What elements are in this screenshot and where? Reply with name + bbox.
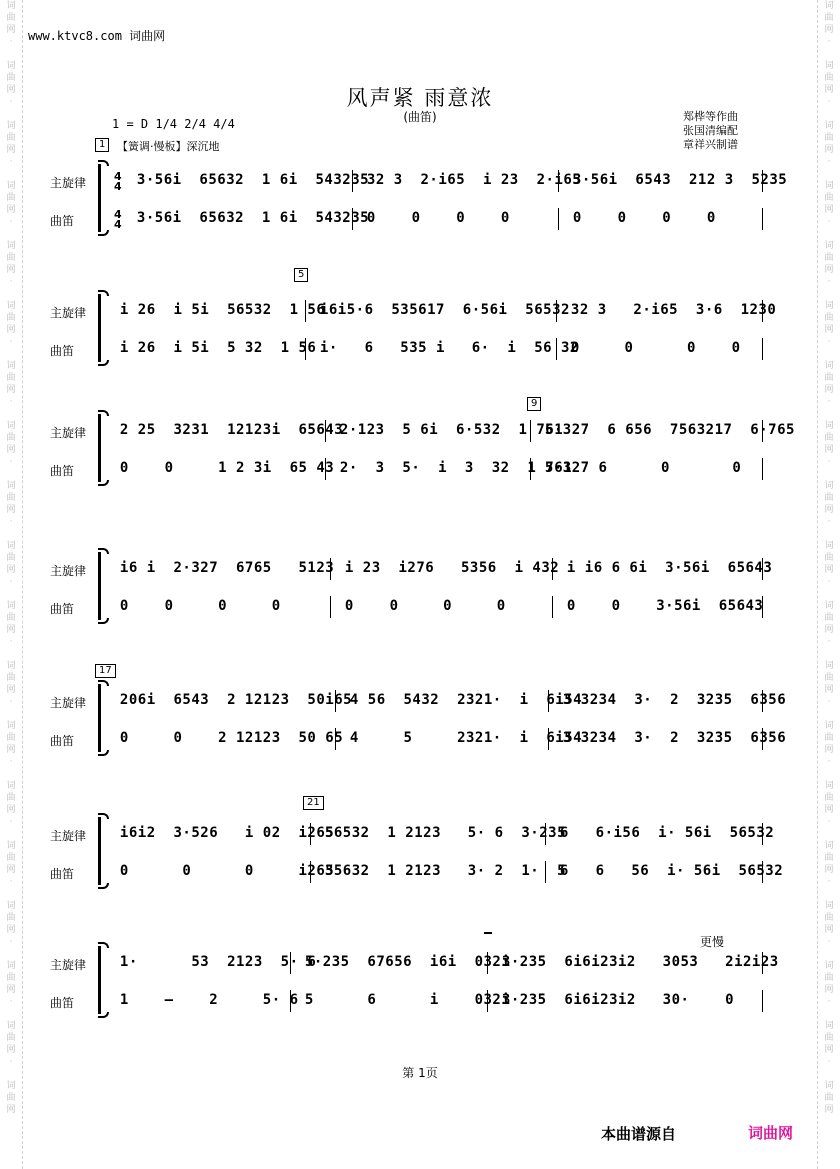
watermark-left: 词 曲 网 · 词 曲 网 · 词 曲 网 · 词 曲 网 · 词 曲 网 · 词 曲 网 · 词 曲 网 · 词 曲 网 · 词 曲 网 · 词 曲 网 · 词 曲 网 · 词 曲 网 · 词 曲 网 · 词 曲 网 · 词 曲 网 · 词 曲 网 · 词 曲 网 · 词 曲 网 · 词 曲 网 [6, 1, 16, 1115]
melody-measure: 32 3 2·i65 i 23 2·i65 [358, 172, 582, 188]
melody-label: 主旋律 [50, 696, 87, 710]
barline [762, 596, 763, 618]
score-subtitle: (曲笛) [403, 110, 437, 124]
tempo-marking: 【簧调·慢板】深沉地 [117, 140, 220, 153]
flute-measure: 3·56i 65632 1 6i 543235 [128, 210, 370, 226]
melody-measure: 4 56 5432 2321· i 6i54 [341, 692, 583, 708]
credits [683, 110, 738, 152]
system-bracket [98, 294, 107, 362]
rehearsal-mark: 1 [95, 138, 109, 152]
barline [556, 300, 557, 322]
barline [305, 338, 306, 360]
melody-measure: i 26 i 5i 56532 1 56 [111, 302, 326, 318]
melody-measure: i i6 6 6i 3·56i 65643 [558, 560, 773, 576]
barline [487, 990, 488, 1012]
barline [487, 952, 488, 974]
barline [352, 170, 353, 192]
barline [305, 300, 306, 322]
flute-measure: 0 0 0 0 [358, 210, 510, 226]
flute-measure: 1 – 2 5· 6 [111, 992, 299, 1008]
melody-label: 主旋律 [50, 176, 87, 190]
time-signature: 4 4 [114, 170, 122, 193]
site-url[interactable]: www.ktvc8.com 词曲网 [28, 29, 166, 43]
barline [552, 596, 553, 618]
melody-label: 主旋律 [50, 564, 87, 578]
tempo-change: 更慢 [700, 935, 725, 949]
barline [330, 596, 331, 618]
flute-label: 曲笛 [50, 734, 75, 748]
barline [548, 690, 549, 712]
barline [325, 458, 326, 480]
barline [290, 952, 291, 974]
flute-measure: i 26 i 5i 5 32 1 56 [111, 340, 317, 356]
rehearsal-mark: 21 [303, 796, 324, 810]
flute-label: 曲笛 [50, 464, 75, 478]
key-meter: 1 = D 1/4 2/4 4/4 [112, 117, 235, 131]
flute-measure: 5 6 i 032i [296, 992, 511, 1008]
rehearsal-mark: 5 [294, 268, 308, 282]
score-system [0, 160, 840, 240]
barline [762, 558, 763, 580]
flute-measure: 0 0 0 i265 [111, 863, 335, 879]
barline [548, 728, 549, 750]
melody-measure: 32 3 2·i65 3·6 1230 [562, 302, 777, 318]
melody-measure: i 23 i276 5356 i 432 [336, 560, 560, 576]
barline [762, 338, 763, 360]
system-bracket [98, 164, 107, 232]
melody-label: 主旋律 [50, 426, 87, 440]
flute-label: 曲笛 [50, 867, 75, 881]
barline [290, 990, 291, 1012]
melody-measure: 5·235 67656 i6i 032i [296, 954, 511, 970]
flute-measure: 3·235 6i6i23i2 30· 0 [493, 992, 735, 1008]
flute-measure: 3 3234 3· 2 3235 6356 [554, 730, 787, 746]
melody-measure: i6i5·6 535617 6·56i 56532 [311, 302, 570, 318]
barline [335, 728, 336, 750]
flute-measure: 0 0 0 0 [336, 598, 506, 614]
page-number: 第 1页 [402, 1066, 438, 1080]
barline [552, 558, 553, 580]
rehearsal-mark: 9 [527, 397, 541, 411]
melody-measure: 3·56i 65632 1 6i 543235 [128, 172, 370, 188]
barline [762, 728, 763, 750]
melody-measure: 3 3234 3· 2 3235 6356 [554, 692, 787, 708]
system-bracket [98, 552, 107, 620]
barline [762, 861, 763, 883]
watermark-right: 词 曲 网 · 词 曲 网 · 词 曲 网 · 词 曲 网 · 词 曲 网 · 词 曲 网 · 词 曲 网 · 词 曲 网 · 词 曲 网 · 词 曲 网 · 词 曲 网 · 词 曲 网 · 词 曲 网 · 词 曲 网 · 词 曲 网 · 词 曲 网 · 词 曲 网 · 词 曲 网 · 词 曲 网 [824, 1, 834, 1115]
score-system [0, 680, 840, 760]
melody-measure: 56532 1 2123 5· 6 3·235 [316, 825, 567, 841]
credit-composer: 郑桦等作曲 [683, 110, 738, 123]
melody-measure: 2 25 3231 12123i 65643 [111, 422, 344, 438]
system-bracket [98, 817, 107, 885]
rehearsal-mark [484, 932, 492, 934]
barline [762, 990, 763, 1012]
barline [762, 458, 763, 480]
flute-measure: 0 0 1 2 3i 65 43 [111, 460, 335, 476]
score-system [0, 813, 840, 893]
barline [556, 338, 557, 360]
barline [530, 420, 531, 442]
melody-label: 主旋律 [50, 829, 87, 843]
melody-measure: 6 6·i56 i· 56i 56532 [551, 825, 775, 841]
melody-measure: 5·327 6 656 7563217 6·765 [536, 422, 795, 438]
barline [310, 823, 311, 845]
system-bracket [98, 414, 107, 482]
flute-measure: 0 0 3·56i 65643 [558, 598, 764, 614]
flute-label: 曲笛 [50, 996, 75, 1010]
melody-measure: 3·235 6i6i23i2 3053 2i2i23 [493, 954, 779, 970]
melody-measure: 2·123 5 6i 6·532 1 761 [331, 422, 564, 438]
barline [330, 558, 331, 580]
flute-measure: 0 0 0 0 [111, 598, 281, 614]
barline [762, 952, 763, 974]
system-bracket [98, 684, 107, 752]
melody-label: 主旋律 [50, 306, 87, 320]
score-system [0, 548, 840, 628]
melody-measure: 1· 53 2123 5· 6 [111, 954, 317, 970]
barline [558, 208, 559, 230]
credit-arranger: 张国清编配 [683, 124, 738, 137]
credit-transcriber: 章祥兴制谱 [683, 138, 738, 151]
melody-measure: i6i2 3·526 i 02 i265 [111, 825, 335, 841]
melody-measure: 3·56i 6543 212 3 5235 [564, 172, 788, 188]
flute-measure: 35632 1 2123 3· 2 1· 5 [316, 863, 567, 879]
barline [762, 170, 763, 192]
score-title: 风声紧 雨意浓 [346, 86, 494, 110]
barline [325, 420, 326, 442]
barline [530, 458, 531, 480]
flute-measure: 0 0 2 12123 50 65 [111, 730, 344, 746]
time-signature: 4 4 [114, 208, 122, 231]
barline [545, 823, 546, 845]
barline [762, 420, 763, 442]
barline [762, 208, 763, 230]
system-bracket [98, 946, 107, 1014]
source-label: 本曲谱源自 [601, 1125, 677, 1143]
flute-measure: 0 0 0 0 [564, 210, 716, 226]
flute-label: 曲笛 [50, 344, 75, 358]
barline [762, 823, 763, 845]
barline [352, 208, 353, 230]
rehearsal-mark: 17 [95, 664, 116, 678]
flute-label: 曲笛 [50, 214, 75, 228]
flute-measure: 6 6 56 i· 56i 56532 [551, 863, 784, 879]
flute-measure: 5·327 6 0 0 [536, 460, 742, 476]
melody-label: 主旋律 [50, 958, 87, 972]
flute-measure: i· 6 535 i 6· i 56 32 [311, 340, 579, 356]
barline [335, 690, 336, 712]
barline [762, 300, 763, 322]
score-system [0, 410, 840, 490]
flute-measure: 4 5 2321· i 6i54 [341, 730, 583, 746]
barline [545, 861, 546, 883]
flute-label: 曲笛 [50, 602, 75, 616]
barline [310, 861, 311, 883]
flute-measure: 0 0 0 0 [562, 340, 741, 356]
brand-logo[interactable]: 词曲网 [748, 1124, 794, 1142]
barline [558, 170, 559, 192]
melody-measure: 206i 6543 2 12123 50i65 [111, 692, 353, 708]
flute-measure: 2· 3 5· i 3 32 1 761 [331, 460, 573, 476]
melody-measure: i6 i 2·327 6765 5123 [111, 560, 335, 576]
score-system [0, 942, 840, 1022]
score-system [0, 290, 840, 370]
barline [762, 690, 763, 712]
